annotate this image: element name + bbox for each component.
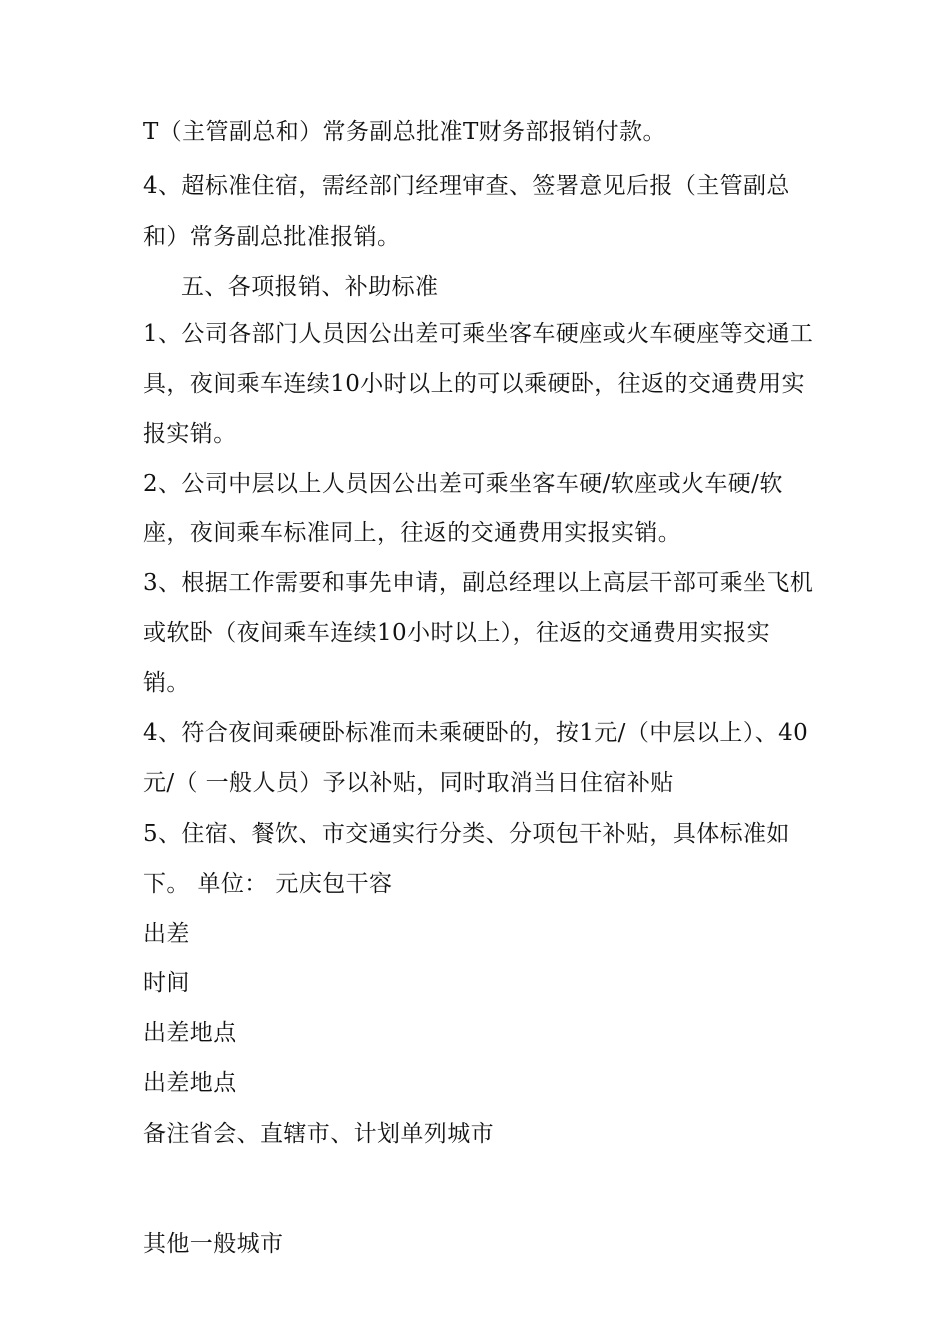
text-line-21: 备注省会、直辖市、计划单列城市 — [143, 1121, 494, 1147]
text-line-9: 座，夜间乘车标准同上，往返的交通费用实报实销。 — [143, 520, 682, 546]
text-line-17: 出差 — [143, 921, 190, 947]
text-line-20: 出差地点 — [143, 1070, 237, 1096]
text-line-13: 4、符合夜间乘硬卧标准而未乘硬卧的，按1元/（中层以上）、40 — [143, 720, 809, 746]
section-heading: 五、各项报销、补助标准 — [181, 274, 439, 300]
text-line-14: 元/（ 一般人员）予以补贴，同时取消当日住宿补贴 — [143, 770, 674, 796]
text-line-7: 报实销。 — [143, 421, 237, 447]
text-line-8: 2、公司中层以上人员因公出差可乘坐客车硬/软座或火车硬/软 — [143, 471, 783, 497]
text-line-19: 出差地点 — [143, 1020, 237, 1046]
text-line-6: 具，夜间乘车连续10小时以上的可以乘硬卧，往返的交通费用实 — [143, 371, 805, 397]
text-line-1: T（主管副总和）常务副总批准T财务部报销付款。 — [143, 119, 666, 145]
text-line-5: 1、公司各部门人员因公出差可乘坐客车硬座或火车硬座等交通工 — [143, 321, 814, 347]
text-line-15: 5、住宿、餐饮、市交通实行分类、分项包干补贴，具体标准如 — [143, 821, 790, 847]
text-line-12: 销。 — [143, 670, 190, 696]
text-line-2: 4、超标准住宿，需经部门经理审查、签署意见后报（主管副总 — [143, 173, 790, 199]
text-line-3: 和）常务副总批准报销。 — [143, 224, 401, 250]
text-line-10: 3、根据工作需要和事先申请，副总经理以上高层干部可乘坐飞机 — [143, 570, 814, 596]
text-line-16: 下。 单位： 元庆包干容 — [143, 871, 393, 897]
text-line-22: 其他一般城市 — [143, 1231, 284, 1257]
text-line-11: 或软卧（夜间乘车连续10小时以上），往返的交通费用实报实 — [143, 620, 770, 646]
text-line-18: 时间 — [143, 970, 190, 996]
